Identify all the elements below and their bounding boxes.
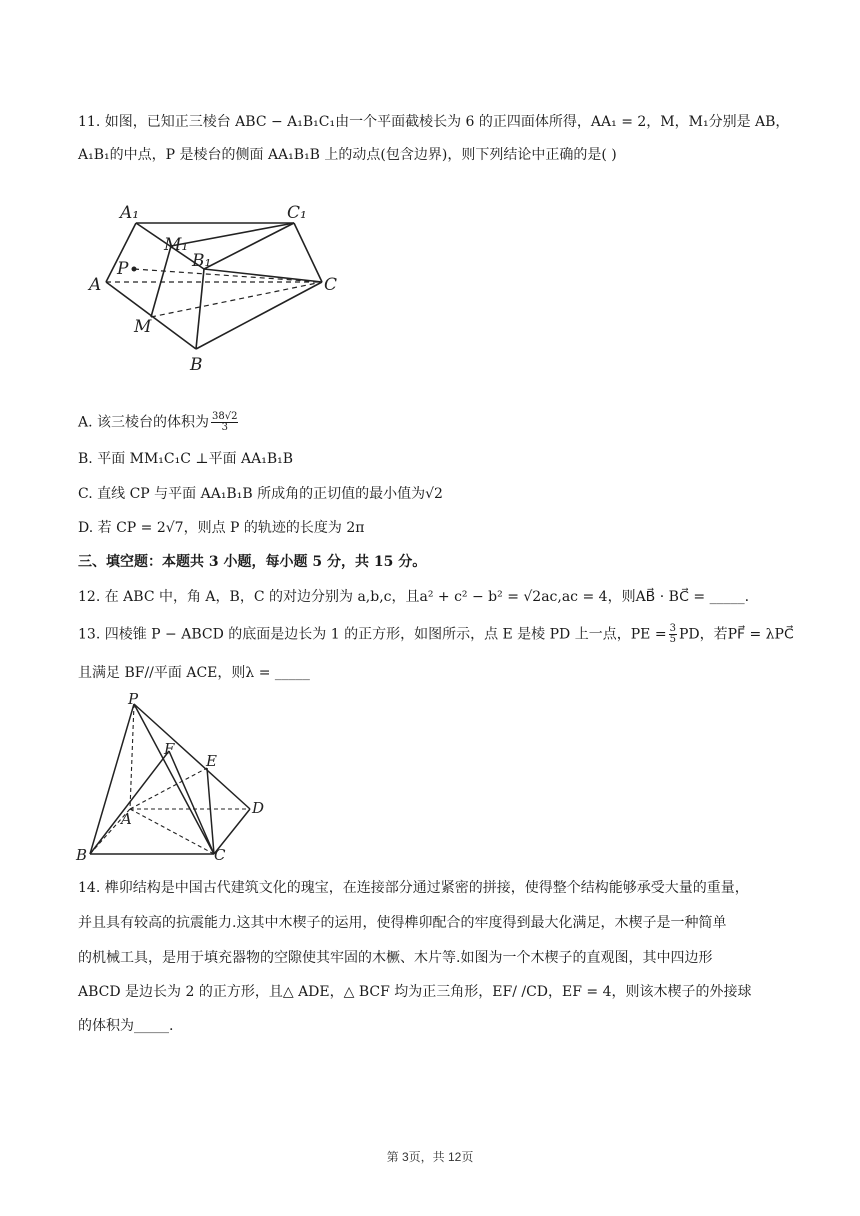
q11-label-M: M bbox=[134, 317, 152, 337]
q13-label-D: D bbox=[252, 799, 265, 817]
q11-label-B1: B₁ bbox=[192, 251, 212, 271]
q11-option-a-text: A. 该三棱台的体积为 bbox=[78, 414, 210, 431]
q13-label-P: P bbox=[128, 692, 139, 708]
q13-line-1-after: PD，若PF⃗ = λPC⃗ bbox=[678, 626, 794, 643]
q11-label-A: A bbox=[89, 275, 102, 295]
q11-frustum-figure bbox=[84, 196, 354, 381]
q13-line-1-before: 13. 四棱锥 P − ABCD 的底面是边长为 1 的正方形，如图所示，点 E 是棱 PD 上一点，PE = bbox=[78, 626, 667, 643]
q11-line-1: 11. 如图，已知正三棱台 ABC − A₁B₁C₁由一个平面截棱长为 6 的正四面体所得，AA₁ = 2，M，M₁分别是 AB， bbox=[78, 114, 790, 130]
q13-fraction-denominator: 5 bbox=[669, 634, 676, 645]
q14-line-4: ABCD 是边长为 2 的正方形，且△ ADE，△ BCF 均为正三角形，EF/ /CD，EF = 4，则该木楔子的外接球 bbox=[78, 984, 752, 1000]
q11-line-2: A₁B₁的中点，P 是棱台的侧面 AA₁B₁B 上的动点(包含边界)，则下列结论中正确的是( ) bbox=[78, 147, 617, 163]
q14-line-2: 并且具有较高的抗震能力.这其中木楔子的运用，使得榫卯配合的牢度得到最大化满足，木楔子是一种简单 bbox=[78, 915, 727, 931]
q13-label-A: A bbox=[121, 810, 132, 828]
q14-line-5: 的体积为_____. bbox=[78, 1018, 174, 1034]
q13-line-1 bbox=[78, 623, 794, 645]
q11-label-C1: C₁ bbox=[287, 203, 307, 223]
q13-label-E: E bbox=[206, 752, 217, 770]
q13-fraction-numerator: 3 bbox=[669, 623, 676, 634]
q13-fraction bbox=[669, 624, 677, 645]
q14-line-1: 14. 榫卯结构是中国古代建筑文化的瑰宝，在连接部分通过紧密的拼接，使得整个结构能够承受大量的重量， bbox=[78, 880, 749, 896]
q11-label-M1: M₁ bbox=[164, 235, 189, 255]
q12-text: 12. 在 ABC 中，角 A，B，C 的对边分别为 a,b,c，且a² + c² − b² = √2ac,ac = 4，则AB⃗ · BC⃗ = _____. bbox=[78, 589, 750, 605]
q13-line-2: 且满足 BF//平面 ACE，则λ = _____ bbox=[78, 665, 310, 681]
q11-option-d: D. 若 CP = 2√7，则点 P 的轨迹的长度为 2π bbox=[78, 520, 365, 536]
q13-pyramid-figure bbox=[72, 692, 272, 864]
q11-option-c: C. 直线 CP 与平面 AA₁B₁B 所成角的正切值的最小值为√2 bbox=[78, 486, 443, 502]
q13-label-C: C bbox=[214, 846, 226, 864]
q14-line-3: 的机械工具，是用于填充器物的空隙使其牢固的木橛、木片等.如图为一个木楔子的直观图，其中四边形 bbox=[78, 950, 713, 966]
q11-option-a bbox=[78, 412, 784, 433]
q11-label-A1: A₁ bbox=[120, 203, 140, 223]
q11-label-B: B bbox=[190, 355, 203, 375]
q11-option-a-denominator: 3 bbox=[221, 422, 228, 433]
section-3-heading: 三、填空题：本题共 3 小题，每小题 5 分，共 15 分。 bbox=[78, 554, 427, 570]
q11-option-a-fraction bbox=[211, 412, 238, 433]
q11-option-b: B. 平面 MM₁C₁C ⊥平面 AA₁B₁B bbox=[78, 451, 294, 467]
q11-label-C: C bbox=[324, 275, 338, 295]
page-footer: 第 3页，共 12页 bbox=[386, 1150, 474, 1164]
q11-option-a-numerator: 38√2 bbox=[212, 411, 238, 422]
q11-label-P: P bbox=[117, 259, 129, 279]
q13-label-F: F bbox=[164, 740, 175, 758]
q13-label-B: B bbox=[76, 846, 88, 864]
